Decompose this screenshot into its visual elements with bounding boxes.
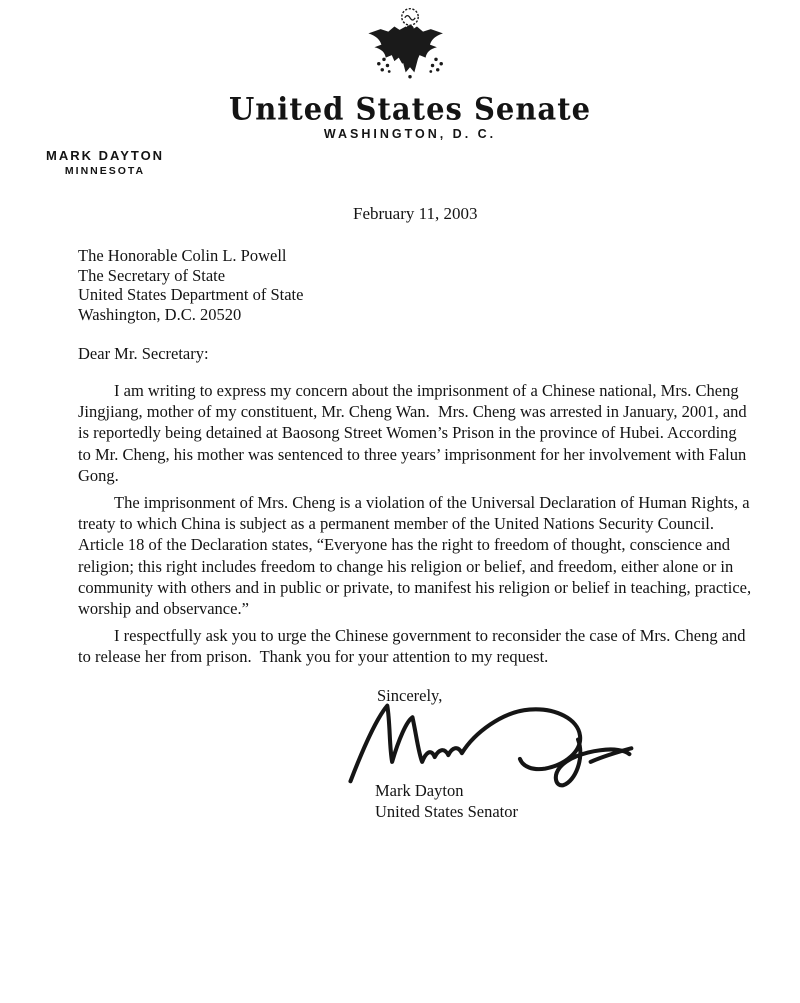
sender-state: MINNESOTA xyxy=(64,165,146,177)
signer-name: Mark Dayton xyxy=(375,781,464,800)
letterhead-city: WASHINGTON, D. C. xyxy=(323,127,497,142)
body-paragraph: I am writing to express my concern about the imprisonment of a Chinese national, Mrs. Cheng Jingjiang, mother of my constituent, Mr. Cheng Wan. Mrs. Cheng was arrested in January, 2001, and is reportedly being detained at Baosong Street Women’s Prison in the province of Hubei. According to Mr. Cheng, his mother was sentenced to three years’ imprisonment for her involvement with Falun Gong. xyxy=(78,381,751,485)
signature-handwriting xyxy=(338,696,638,788)
sender-name: MARK DAYTON xyxy=(46,148,165,163)
body-paragraph: The imprisonment of Mrs. Cheng is a violation of the Universal Declaration of Human Rights, a treaty to which China is subject as a permanent member of the United Nations Security Council. Article 18 of the Declaration states, “Everyone has the right to freedom of thought, conscience and religion; this right includes freedom to change his religion or belief, and freedom, either alone or in community with others and in public or private, to manifest his religion or belief in teaching, practice, worship and observance.” xyxy=(78,493,756,619)
letterhead-org-name: United States Senate xyxy=(228,91,592,127)
letterhead xyxy=(20,4,800,141)
recipient-line: United States Department of State xyxy=(78,285,304,304)
valediction: Sincerely, xyxy=(377,686,443,705)
recipient-line: Washington, D.C. 20520 xyxy=(78,304,242,324)
recipient-line: The Honorable Colin L. Powell xyxy=(78,246,287,265)
recipient-line: The Secretary of State xyxy=(78,265,226,285)
body-paragraph: I respectfully ask you to urge the Chinese government to reconsider the case of Mrs. Cheng and to release her from prison. Thank you for your attention to my request. xyxy=(78,626,750,667)
salutation: Dear Mr. Secretary: xyxy=(78,344,209,363)
senate-seal-icon xyxy=(358,4,462,94)
recipient-address xyxy=(78,246,303,324)
sender-block xyxy=(46,148,164,177)
signature-block xyxy=(375,780,518,822)
signer-title: United States Senator xyxy=(375,802,518,821)
letter-date: February 11, 2003 xyxy=(353,204,478,223)
